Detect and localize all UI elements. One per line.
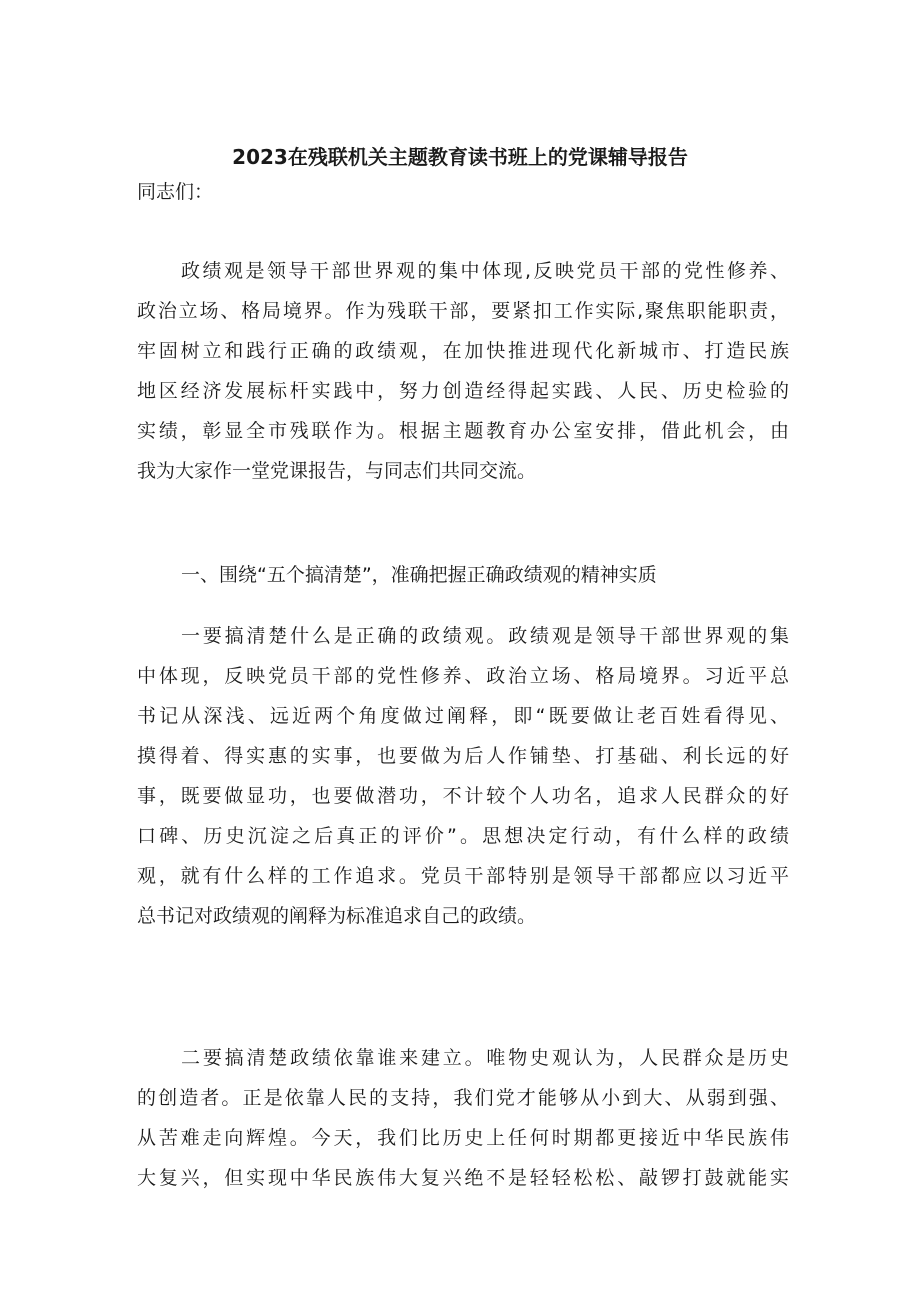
- paragraph-line: 的创造者。正是依靠人民的支持，我们党才能够从小到大、从弱到强、: [137, 1087, 789, 1109]
- paragraph-line: 总书记对政绩观的阐释为标准追求自己的政绩。: [137, 905, 537, 927]
- paragraph-line: 中体现，反映党员干部的党性修养、政治立场、格局境界。习近平总: [137, 665, 789, 687]
- paragraph-line: 政治立场、格局境界。作为残联干部，要紧扣工作实际,聚焦职能职责，: [137, 300, 789, 322]
- paragraph-point-1: [137, 616, 789, 936]
- paragraph-intro: [137, 251, 789, 491]
- paragraph-line: 从苦难走向辉煌。今天，我们比历史上任何时期都更接近中华民族伟: [137, 1127, 789, 1149]
- paragraph-line: 实绩，彰显全市残联作为。根据主题教育办公室安排，借此机会，由: [137, 420, 789, 442]
- heading-line: 一、围绕“五个搞清楚”，准确把握正确政绩观的精神实质: [181, 564, 657, 586]
- paragraph-line: 二要搞清楚政绩依靠谁来建立。唯物史观认为，人民群众是历史: [181, 1047, 789, 1069]
- paragraph-line: 我为大家作一堂党课报告，与同志们共同交流。: [137, 460, 537, 482]
- document-title: 2023在残联机关主题教育读书班上的党课辅导报告: [232, 145, 688, 169]
- paragraph-line: 牢固树立和践行正确的政绩观，在加快推进现代化新城市、打造民族: [137, 340, 789, 362]
- section-heading-1: [137, 555, 789, 595]
- paragraph-line: 摸得着、得实惠的实事，也要做为后人作铺垫、打基础、利长远的好: [137, 745, 789, 767]
- paragraph-line: 一要搞清楚什么是正确的政绩观。政绩观是领导干部世界观的集: [181, 625, 789, 647]
- paragraph-line: 政绩观是领导干部世界观的集中体现,反映党员干部的党性修养、: [181, 260, 789, 282]
- paragraph-line: 地区经济发展标杆实践中，努力创造经得起实践、人民、历史检验的: [137, 380, 789, 402]
- paragraph-point-2: [137, 1038, 789, 1198]
- paragraph-line: 口碑、历史沉淀之后真正的评价”。思想决定行动，有什么样的政绩: [137, 825, 789, 847]
- paragraph-line: 观，就有什么样的工作追求。党员干部特别是领导干部都应以习近平: [137, 865, 789, 887]
- salutation: 同志们：: [137, 181, 214, 203]
- paragraph-line: 书记从深浅、远近两个角度做过阐释，即“既要做让老百姓看得见、: [137, 705, 789, 727]
- paragraph-line: 大复兴，但实现中华民族伟大复兴绝不是轻轻松松、敲锣打鼓就能实: [137, 1167, 789, 1189]
- paragraph-line: 事，既要做显功，也要做潜功，不计较个人功名，追求人民群众的好: [137, 785, 789, 807]
